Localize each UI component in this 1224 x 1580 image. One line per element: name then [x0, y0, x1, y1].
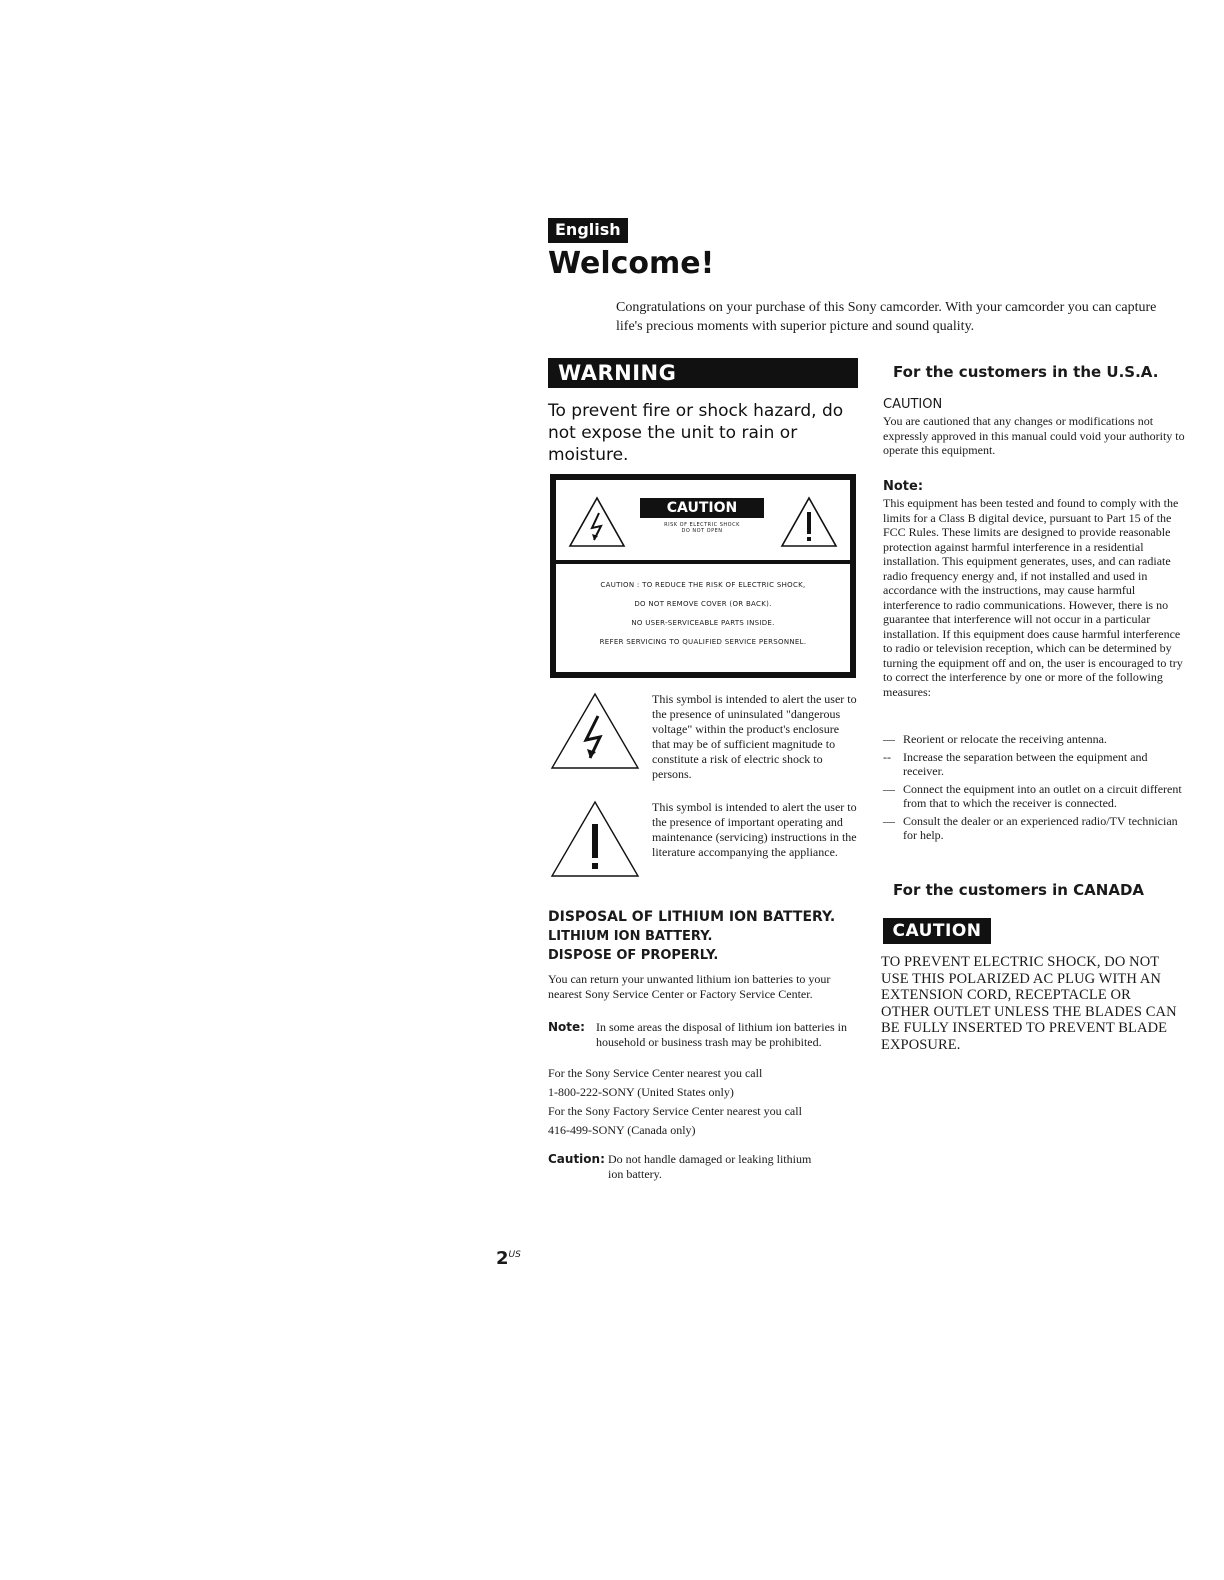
caution-lines: CAUTION : TO REDUCE THE RISK OF ELECTRIC SHOCK, DO NOT REMOVE COVER (OR BACK). NO USER-SERVICEABLE PARTS INSIDE. REFER SERVICING TO QUALIFIED SERVICE PERSONNEL.	[599, 581, 807, 646]
page-number: $2^{US}$	[496, 1248, 521, 1269]
caution-panel	[550, 474, 856, 678]
list-item: — Consult the dealer or an experienced radio/TV technician for help.	[883, 813, 1178, 842]
usa-note-label: Note:	[883, 479, 924, 494]
canada-caution-badge: CAUTION	[883, 918, 991, 944]
caution-subtext: RISK OF ELECTRIC SHOCK DO NOT OPEN	[664, 522, 740, 534]
list-item: — Connect the equipment into an outlet on a circuit different from that to which the receiver is connected.	[883, 781, 1182, 810]
voltage-symbol-text: This symbol is intended to alert the user to the presence of uninsulated "dangerous voltage" within the product's enclosure that may be of sufficient magnitude to constitute a risk of electric shock to persons.	[652, 692, 857, 781]
page-title: Welcome!	[548, 246, 715, 281]
canada-caution-text: TO PREVENT ELECTRIC SHOCK, DO NOT USE THIS POLARIZED AC PLUG WITH AN EXTENSION CORD, RECEPTACLE OR OTHER OUTLET UNLESS THE BLADES CAN BE FULLY INSERTED TO PREVENT BLADE EXPOSURE.	[881, 954, 1177, 1053]
canada-heading: For the customers in CANADA	[893, 881, 1145, 899]
instruction-symbol-text: This symbol is intended to alert the user to the presence of important operating and maintenance (servicing) instructions in the literature accompanying the appliance.	[652, 800, 857, 859]
exclamation-symbol-icon	[550, 800, 640, 880]
voltage-symbol-row	[550, 692, 856, 782]
lightning-warning-icon	[568, 496, 626, 548]
battery-caution: Caution: Do not handle damaged or leaking lithium ion battery.	[548, 1152, 812, 1181]
disposal-body: You can return your unwanted lithium ion batteries to your nearest Sony Service Center or Factory Service Center.	[548, 972, 831, 1001]
warning-label: WARNING	[548, 358, 858, 388]
language-tag: English	[548, 218, 628, 243]
service-center-info: For the Sony Service Center nearest you call 1-800-222-SONY (United States only) For the Sony Factory Service Center nearest you call 416-499-SONY (Canada only)	[548, 1066, 802, 1137]
list-item: — Reorient or relocate the receiving antenna.	[883, 732, 1107, 746]
panel-divider	[556, 560, 850, 564]
disposal-heading: DISPOSAL OF LITHIUM ION BATTERY. LITHIUM ION BATTERY. DISPOSE OF PROPERLY.	[548, 909, 836, 963]
exclamation-warning-icon	[780, 496, 838, 548]
usa-note-text: This equipment has been tested and found to comply with the limits for a Class B digital device, pursuant to Part 15 of the FCC Rules. These limits are designed to provide reasonable protection against harmful interference in a residential installation. This equipment generates, uses, and can radiate radio frequency energy and, if not installed and used in accordance with the instructions, may cause harmful interference to radio communications. However, there is no guarantee that interference will not occur in a particular installation. If this equipment does cause harmful interference to radio or television reception, which can be determined by turning the equipment off and on, the user is encouraged to try to correct the interference by one or more of the following measures:	[883, 496, 1183, 699]
intro-paragraph: Congratulations on your purchase of this Sony camcorder. With your camcorder you can capture life's precious moments with superior picture and sound quality.	[616, 300, 1157, 334]
caution-badge: CAUTION	[640, 498, 764, 518]
usa-heading: For the customers in the U.S.A.	[893, 363, 1159, 381]
lightning-symbol-icon	[550, 692, 640, 772]
measures-list	[883, 732, 1188, 846]
usa-caution-text: You are cautioned that any changes or modifications not expressly approved in this manual could void your authority to operate this equipment.	[883, 414, 1185, 457]
usa-caution-label: CAUTION	[883, 397, 943, 412]
instruction-symbol-row	[550, 800, 856, 896]
warning-text: To prevent fire or shock hazard, do not expose the unit to rain or moisture.	[548, 401, 844, 465]
list-item: -- Increase the separation between the equipment and receiver.	[883, 749, 1148, 778]
disposal-note: Note: In some areas the disposal of lithium ion batteries in household or business trash may be prohibited.	[548, 1020, 847, 1049]
